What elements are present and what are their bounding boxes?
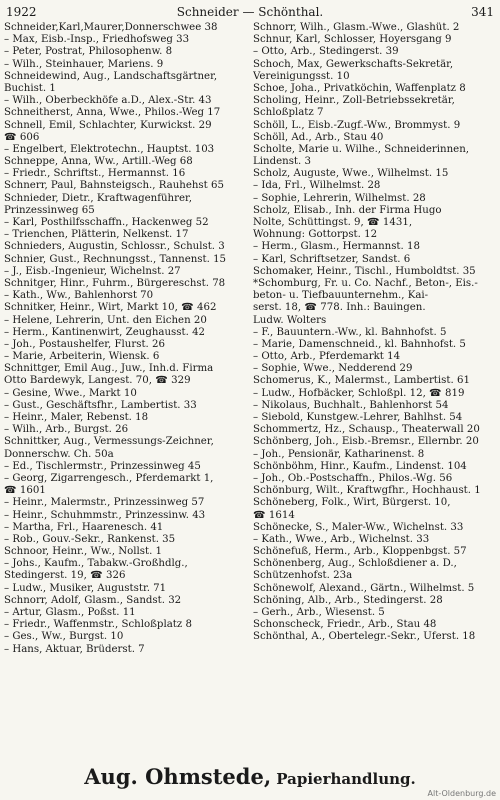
directory-entry: – Friedr., Waffenmstr., Schloßplatz 8 [4,619,192,631]
directory-entry: Schnur, Karl, Schlosser, Hoyersgang 9 [253,34,452,46]
directory-entry: – Ed., Tischlermstr., Prinzessinweg 45 [4,460,201,472]
directory-entry: Schneitherst, Anna, Wwe., Philos.-Weg 17 [4,107,221,119]
directory-entry: ☎ 1601 [4,485,46,497]
directory-entry: Scholte, Marie u. Wilhe., Schneiderinnen, [253,143,470,155]
directory-entry: – Otto, Arb., Stedingerst. 39 [253,46,399,58]
directory-entry: Lindenst. 3 [253,156,311,168]
directory-entry: Nolte, Schüttingst. 9, ☎ 1431, [253,217,413,228]
directory-entry: Schöll, L., Eisb.-Zugf.-Ww., Brommyst. 9 [253,119,461,131]
directory-entry: Schnorr, Wilh., Glasm.-Wwe., Glashüt. 2 [253,22,460,33]
directory-entry: Schnier, Gust., Rechnungsst., Tannenst. 15 [4,253,227,265]
directory-entry: – Heinr., Maler, Rebenst. 18 [4,412,149,423]
directory-entry: – Joh., Ob.-Postschaffn., Philos.-Wg. 56 [253,472,453,484]
directory-entry: Schnerr, Paul, Bahnsteigsch., Rauhehst 65 [4,180,224,192]
directory-entry: – Herm., Kantinenwirt, Zeughausst. 42 [4,326,206,338]
directory-entry: – Joh., Postaushelfer, Flurst. 26 [4,338,165,350]
directory-entry: Schönböhm, Hinr., Kaufm., Lindenst. 104 [253,460,467,472]
directory-entry: ☎ 606 [4,131,40,143]
directory-entry: Schönewolf, Alexand., Gärtn., Wilhelmst. 5 [253,582,475,594]
directory-entry: – Wilh., Arb., Burgst. 26 [4,424,129,436]
directory-entry: – Siebold, Kunstgew.-Lehrer, Bahlhst. 54 [253,412,463,423]
directory-entry: Schneider,Karl,Maurer,Donnerschwee 38 [4,22,218,33]
directory-entry: – Karl, Posthilfsschaffn., Hackenweg 52 [4,217,209,228]
directory-entry: Schnitker, Heinr., Wirt, Markt 10, ☎ 462 [4,302,217,314]
directory-entry: Schönefuß, Herm., Arb., Kloppenbgst. 57 [253,546,467,558]
left-column [4,22,248,656]
directory-entry: – Kath., Ww., Bahlenhorst 70 [4,290,154,302]
directory-entry: – Kath., Wwe., Arb., Wichelnst. 33 [253,533,430,545]
directory-entry: – Wilh., Steinhauer, Mariens. 9 [4,58,164,70]
directory-entry: – Sophie, Lehrerin, Wilhelmst. 28 [253,192,426,204]
directory-entry: Stedingerst. 19, ☎ 326 [4,570,126,582]
directory-entry: – Sophie, Wwe., Nedderend 29 [253,363,413,375]
directory-entry: – Herm., Glasm., Hermannst. 18 [253,241,420,253]
directory-entry: – Karl, Schriftsetzer, Sandst. 6 [253,253,411,265]
directory-entry: – Engelbert, Elektrotechn., Hauptst. 103 [4,143,215,155]
directory-entry: Schönthal, A., Obertelegr.-Sekr., Uferst. 18 [253,631,476,643]
directory-entry: – Ida, Frl., Wilhelmst. 28 [253,180,381,192]
directory-entry: Schöll, Ad., Arb., Stau 40 [253,131,384,143]
running-title: Schneider — Schönthal. [176,5,324,19]
directory-entry: Schneidewind, Aug., Landschaftsgärtner, [4,70,218,82]
directory-entry: Scholz, Auguste, Wwe., Wilhelmst. 15 [253,168,449,180]
directory-entry: Schoch, Max, Gewerkschafts-Sekretär, [253,58,454,70]
right-column [253,22,497,644]
directory-entry: Ludw. Wolters [253,314,327,326]
directory-entry: Schnorr, Adolf, Glasm., Sandst. 32 [4,594,182,606]
directory-entry: – Martha, Frl., Haarenesch. 41 [4,521,164,533]
directory-entry: Schnitger, Hinr., Fuhrm., Bürgereschst. 78 [4,277,226,289]
directory-entry: – Otto, Arb., Pferdemarkt 14 [253,351,401,363]
directory-entry: Schnieders, Augustin, Schlossr., Schulst. 3 [4,241,225,253]
directory-entry: – Ges., Ww., Burgst. 10 [4,631,124,643]
directory-entry: – Hans, Aktuar, Brüderst. 7 [4,643,145,655]
directory-entry: – Joh., Pensionär, Katharinenst. 8 [253,448,425,460]
directory-entry: – Helene, Lehrerin, Unt. den Eichen 20 [4,314,207,326]
directory-entry: – Wilh., Oberbeckhöfe a.D., Alex.-Str. 43 [4,95,212,107]
directory-entry: – Max, Eisb.-Insp., Friedhofsweg 33 [4,34,190,46]
directory-entry: Schonscheck, Friedr., Arb., Stau 48 [253,619,437,631]
directory-entry: – Gust., Geschäftsfhr., Lambertist. 33 [4,399,197,411]
directory-entry: – Georg, Zigarrengesch., Pferdemarkt 1, [4,472,214,484]
directory-entry: – Friedr., Schriftst., Hermannst. 16 [4,168,186,180]
directory-entry: – Ludw., Musiker, Auguststr. 71 [4,582,167,594]
directory-entry: – Rob., Gouv.-Sekr., Rankenst. 35 [4,533,176,545]
directory-entry: – Marie, Damenschneid., kl. Bahnhofst. 5 [253,338,466,350]
directory-entry: Schnittker, Aug., Vermessungs-Zeichner, [4,436,214,448]
year-label: 1922 [6,5,37,19]
directory-entry: – Nikolaus, Buchhalt., Bahlenhorst 54 [253,399,449,411]
directory-entry: Schommertz, Hz., Schausp., Theaterwall 20 [253,424,480,436]
directory-entry: – Heinr., Malermstr., Prinzessinweg 57 [4,497,205,509]
directory-entry: Schöning, Alb., Arb., Stedingerst. 28 [253,594,443,606]
directory-entry: *Schomburg, Fr. u. Co. Nachf., Beton-, Eis.- [253,277,478,289]
page-number: 341 [471,5,494,19]
directory-entry: Schönburg, Wilt., Kraftwgfhr., Hochhaust. 1 [253,485,481,497]
directory-entry: Wohnung: Gottorpst. 12 [253,229,378,241]
directory-entry: Schnell, Emil, Schlachter, Kurwickst. 29 [4,119,212,131]
directory-entry: Schoe, Joha., Privatköchin, Waffenplatz 8 [253,82,466,94]
directory-entry: Schnieder, Dietr., Kraftwagenführer, [4,192,192,204]
page-header [6,4,494,20]
directory-entry: – Heinr., Schuhmmstr., Prinzessinw. 43 [4,509,206,521]
source-credit: Alt-Oldenburg.de [427,789,496,798]
directory-entry: – Trienchen, Plätterin, Nelkenst. 17 [4,229,189,241]
directory-entry: Scholing, Heinr., Zoll-Betriebssekretär, [253,95,455,107]
directory-entry: – Artur, Glasm., Poßst. 11 [4,607,136,618]
directory-entry: Schloßplatz 7 [253,107,324,119]
directory-entry: serst. 18, ☎ 778. Inh.: Bauingen. [253,302,426,314]
directory-entry: – Peter, Postrat, Philosophenw. 8 [4,46,173,58]
advertiser-name: Aug. Ohmstede, [84,764,272,789]
directory-entry: Schützenhofst. 23a [253,570,353,582]
directory-entry: ☎ 1614 [253,509,295,521]
directory-entry: – Gesine, Wwe., Markt 10 [4,387,137,399]
directory-entry: Donnerschw. Ch. 50a [4,448,114,460]
directory-entry: – F., Bauuntern.-Ww., kl. Bahnhofst. 5 [253,326,447,338]
directory-entry: – Marie, Arbeiterin, Wiensk. 6 [4,351,160,363]
directory-entry: Otto Bardewyk, Langest. 70, ☎ 329 [4,375,191,387]
directory-entry: Schöneberg, Folk., Wirt, Bürgerst. 10, [253,497,451,509]
directory-entry: Schnoor, Heinr., Ww., Nollst. 1 [4,546,163,558]
directory-entry: Vereinigungsst. 10 [253,70,350,82]
directory-entry: Prinzessinweg 65 [4,204,95,216]
advertiser-business: Papierhandlung. [276,770,416,788]
advertisement-banner [0,764,500,792]
directory-entry: Schönenberg, Aug., Schloßdiener a. D., [253,558,457,570]
directory-entry: beton- u. Tiefbauunternehm., Kai- [253,290,429,302]
directory-entry: Schomaker, Heinr., Tischl., Humboldtst. 35 [253,265,476,277]
directory-entry: – J., Eisb.-Ingenieur, Wichelnst. 27 [4,265,181,277]
directory-entry: Schomerus, K., Malermst., Lambertist. 61 [253,375,470,387]
directory-entry: Schnittger, Emil Aug., Juw., Inh.d. Firma [4,363,214,375]
directory-entry: – Ludw., Hofbäcker, Schloßpl. 12, ☎ 819 [253,387,465,399]
directory-entry: Schneppe, Anna, Ww., Artill.-Weg 68 [4,156,193,168]
directory-entry: – Johs., Kaufm., Tabakw.-Großhdlg., [4,558,188,570]
directory-entry: Scholz, Elisab., Inh. der Firma Hugo [253,204,442,216]
directory-entry: Schönecke, S., Maler-Ww., Wichelnst. 33 [253,521,464,533]
directory-entry: Schönberg, Joh., Eisb.-Bremsr., Ellernbr. 20 [253,436,479,448]
directory-entry: – Gerh., Arb., Wiesenst. 5 [253,607,385,618]
directory-entry: Buchist. 1 [4,82,56,94]
